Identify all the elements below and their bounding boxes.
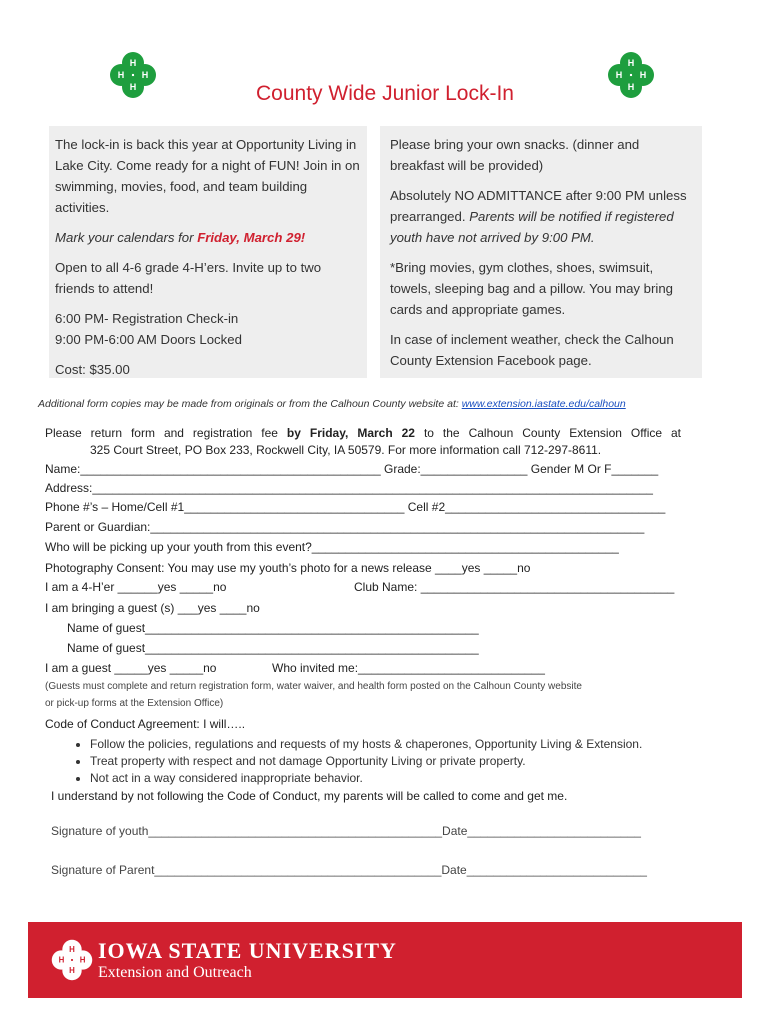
university-name: IOWA STATE UNIVERSITY (98, 938, 397, 963)
return-a: Please return form and registration fee (45, 426, 287, 440)
address-field[interactable]: Address:____________________________________________________________________________________ (45, 481, 653, 495)
mark-calendar (55, 227, 361, 248)
list-item: • Follow the policies, regulations and requests of my hosts & chaperones, Opportunity Living & Extension. (90, 736, 642, 753)
parent-guardian-field[interactable]: Parent or Guardian:__________________________________________________________________________ (45, 520, 645, 534)
cost-text: Cost: $35.00 (55, 362, 130, 377)
page-title: County Wide Junior Lock-In (256, 82, 514, 105)
is-guest-field[interactable]: I am a guest _____yes _____no (45, 661, 217, 675)
svg-text:H: H (615, 70, 623, 80)
club-name-field[interactable]: Club Name: ______________________________________ (354, 580, 675, 594)
4h-clover-icon-footer (50, 938, 94, 982)
svg-text:H: H (117, 70, 125, 80)
svg-text:H: H (639, 70, 647, 80)
guest-note-line2: or pick-up forms at the Extension Office) (45, 698, 224, 709)
return-address: 325 Court Street, PO Box 233, Rockwell City, IA 50579. For more information call 712-297-8611. (90, 443, 602, 457)
admittance-plain: Absolutely NO ADMITTANCE after 9:00 PM unless prearranged. (390, 188, 687, 224)
isu-footer-banner (28, 922, 742, 998)
eligibility-text: Open to all 4-6 grade 4-H’ers. Invite up to two friends to attend! (55, 260, 322, 296)
guest-name-field-1[interactable]: Name of guest__________________________________________________ (67, 621, 479, 635)
list-item: • Treat property with respect and not damage Opportunity Living or private property. (90, 753, 642, 770)
svg-text:H: H (129, 58, 137, 68)
phone-field[interactable]: Phone #’s – Home/Cell #1_________________________________ Cell #2_________________________________ (45, 500, 666, 514)
4h-member-field[interactable]: I am a 4-H’er ______yes _____no (45, 580, 227, 594)
bring-info-box (380, 126, 702, 378)
return-c: to the Calhoun County Extension Office at (414, 426, 682, 440)
svg-text:H: H (58, 955, 65, 965)
understand-statement: I understand by not following the Code of Conduct, my parents will be called to come and get me. (51, 789, 568, 803)
intro-text: The lock-in is back this year at Opportunity Living in Lake City. Come ready for a night of FUN! Join in on swimming, movies, food, and team building activities. (55, 137, 360, 215)
return-instructions (45, 426, 681, 440)
extension-unit-name: Extension and Outreach (98, 964, 252, 981)
checkin-time: 6:00 PM- Registration Check-in (55, 311, 239, 326)
additional-copies-note (38, 398, 626, 410)
weather-text: In case of inclement weather, check the Calhoun County Extension Facebook page. (390, 332, 674, 368)
locked-time: 9:00 PM-6:00 AM Doors Locked (55, 332, 242, 347)
svg-text:H: H (69, 945, 75, 955)
svg-text:H: H (129, 82, 137, 92)
svg-text:H: H (627, 82, 635, 92)
svg-text:H: H (79, 955, 86, 965)
photo-consent-field[interactable]: Photography Consent: You may use my youth’s photo for a news release ____yes _____no (45, 561, 531, 575)
snacks-text: Please bring your own snacks. (dinner and breakfast will be provided) (390, 137, 640, 173)
pickup-field[interactable]: Who will be picking up your youth from this event?______________________________________________ (45, 540, 619, 554)
svg-text:H: H (69, 966, 75, 976)
parent-signature-field[interactable]: Signature of Parent___________________________________________Date___________________________ (51, 863, 647, 877)
list-item: • Not act in a way considered inappropriate behavior. (90, 770, 642, 787)
extension-website-link[interactable]: www.extension.iastate.edu/calhoun (461, 398, 626, 410)
admittance-text (390, 185, 692, 248)
bring-items-text: *Bring movies, gym clothes, shoes, swimsuit, towels, sleeping bag and a pillow. You may bring cards and appropriate games. (390, 260, 673, 317)
youth-signature-field[interactable]: Signature of youth____________________________________________Date__________________________ (51, 824, 641, 838)
guest-note-line1: (Guests must complete and return registration form, water waiver, and health form posted on the Calhoun County website (45, 681, 582, 692)
svg-text:H: H (141, 70, 149, 80)
event-date: Friday, March 29! (197, 230, 306, 245)
admittance-italic: Parents will be notified if registered youth have not arrived by 9:00 PM. (390, 209, 674, 245)
code-of-conduct-title: Code of Conduct Agreement: I will….. (45, 717, 246, 731)
guest-name-field-2[interactable]: Name of guest__________________________________________________ (67, 641, 479, 655)
bringing-guest-field[interactable]: I am bringing a guest (s) ___yes ____no (45, 601, 260, 615)
invited-by-field[interactable]: Who invited me:____________________________ (272, 661, 545, 675)
additional-text: Additional form copies may be made from originals or from the Calhoun County website at: (38, 398, 462, 410)
mark-prefix: Mark your calendars for (55, 230, 198, 245)
event-info-box (49, 126, 367, 378)
name-grade-gender-field[interactable]: Name:_____________________________________________ Grade:________________ Gender M Or F_______ (45, 462, 659, 476)
svg-text:H: H (627, 58, 635, 68)
return-deadline: by Friday, March 22 (286, 426, 415, 440)
code-of-conduct-list (64, 736, 642, 787)
